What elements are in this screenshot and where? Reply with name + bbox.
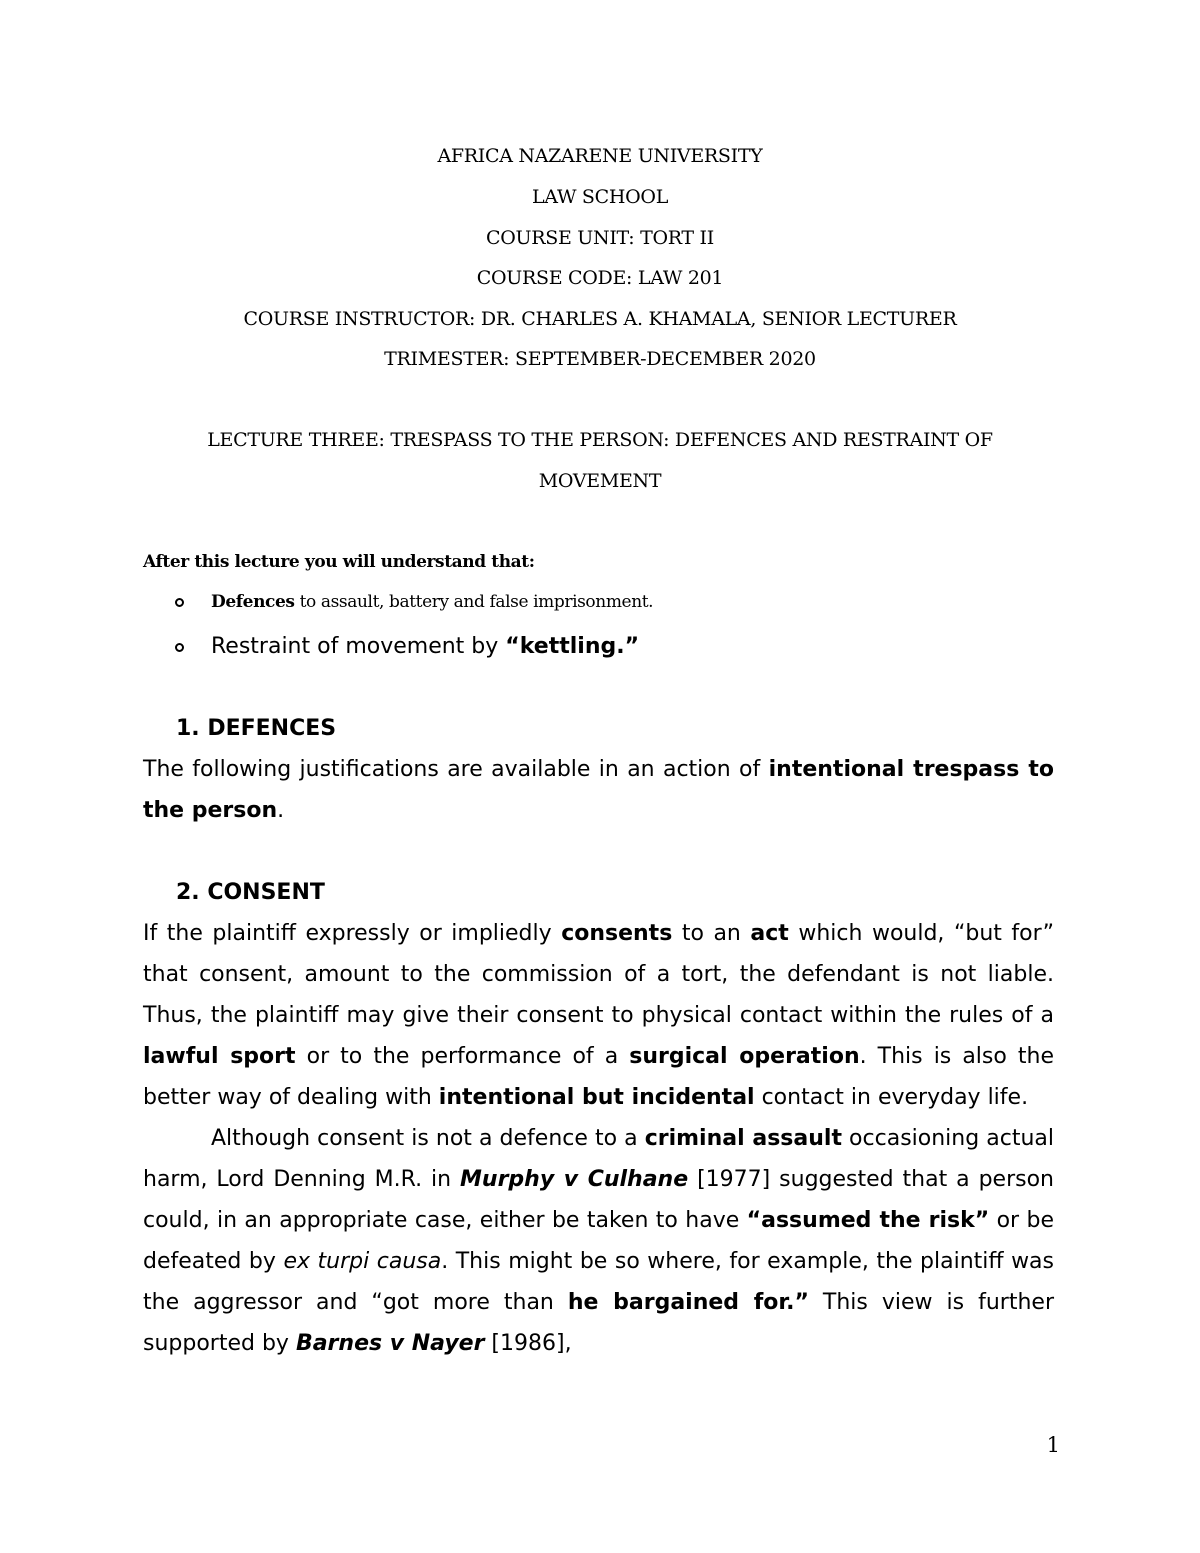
- university-name: AFRICA NAZARENE UNIVERSITY: [437, 145, 763, 167]
- objective-item-kettling: [211, 633, 639, 661]
- bullet-circle-icon: [175, 598, 184, 607]
- trimester: TRIMESTER: SEPTEMBER-DECEMBER 2020: [384, 348, 816, 370]
- course-code: COURSE CODE: LAW 201: [476, 267, 724, 289]
- objective-item-defences: [211, 591, 653, 613]
- section-heading-consent: 2. CONSENT: [176, 880, 325, 905]
- objective-text: Restraint of movement by: [211, 634, 506, 659]
- section-consent-text: [143, 913, 1054, 1364]
- consent-paragraph-2: Although consent is not a defence to a criminal assault occasioning actual harm, Lord Denning M.R. in Murphy v Culhane [1977] suggested that a person could, in an appropriate case, either be taken to have “assumed the risk” or be defeated by ex turpi causa. This might be so where, for example, the plaintiff was the aggressor and “got more than he bargained for.” This view is further supported by Barnes v Nayer [1986],: [143, 1126, 1055, 1356]
- objective-keyword: “kettling.”: [505, 634, 640, 659]
- objective-keyword: Defences: [211, 592, 295, 612]
- objective-text: to assault, battery and false imprisonment.: [294, 592, 654, 612]
- bullet-circle-icon: [175, 643, 184, 652]
- objectives-intro: After this lecture you will understand that:: [143, 552, 535, 572]
- school-name: LAW SCHOOL: [531, 186, 669, 208]
- lecture-title-line1: LECTURE THREE: TRESPASS TO THE PERSON: DEFENCES AND RESTRAINT OF: [207, 429, 993, 451]
- consent-paragraph-1: If the plaintiff expressly or impliedly consents to an act which would, “but for” that consent, amount to the commission of a tort, the defendant is not liable. Thus, the plaintiff may give their consent to physical contact within the rules of a lawful sport or to the performance of a surgical operation. This is also the better way of dealing with intentional but incidental contact in everyday life.: [143, 921, 1055, 1110]
- course-instructor: COURSE INSTRUCTOR: DR. CHARLES A. KHAMALA, SENIOR LECTURER: [243, 308, 957, 330]
- course-unit: COURSE UNIT: TORT II: [486, 227, 714, 249]
- lecture-title-line2: MOVEMENT: [538, 470, 662, 492]
- page-number: 1: [1046, 1433, 1060, 1457]
- section-heading-defences: 1. DEFENCES: [176, 716, 337, 741]
- section-defences-text: The following justifications are available in an action of intentional trespass to the person.: [143, 757, 1054, 823]
